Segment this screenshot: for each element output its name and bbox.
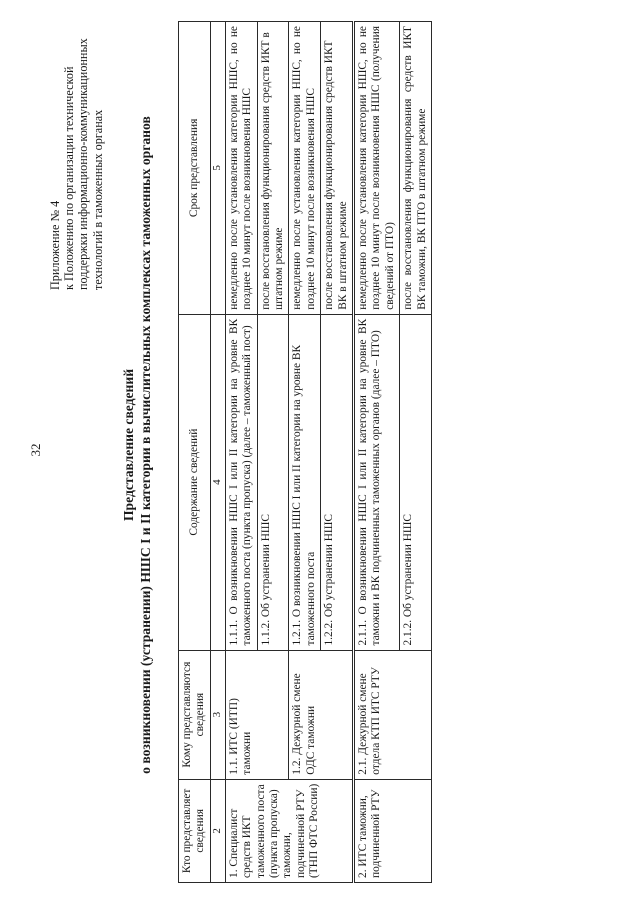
- column-number: 4: [210, 314, 225, 650]
- term-cell: немедленно после установления категории НШС, но не позднее 10 минут после возникновения НШС: [225, 22, 257, 315]
- column-header: Срок представления: [179, 22, 211, 315]
- recipient-cell: 1.1. ИТС (ИТП) таможни: [225, 650, 289, 779]
- table-row: [289, 22, 321, 883]
- column-header: Кому представляются сведения: [179, 650, 211, 779]
- column-number: 3: [210, 650, 225, 779]
- table-row: [225, 22, 257, 883]
- title-line: о возникновении (устранении) НШС I и II категории в вычислительных комплексах таможенных органов: [138, 116, 153, 774]
- term-cell: немедленно после установления категории НШС, но не позднее 10 минут после возникновения НШС (получения сведений от ПТО): [354, 22, 400, 315]
- title-line: Представление сведений: [121, 368, 136, 522]
- appendix-line: технологий в таможенных органах: [90, 109, 105, 290]
- document-title: [120, 45, 154, 845]
- recipient-cell: 2.1. Дежурной смене отдела КТП ИТС РТУ: [354, 650, 432, 779]
- table-row: [354, 22, 400, 883]
- appendix-header: [48, 20, 105, 290]
- appendix-line: к Положению по организации технической: [62, 66, 77, 290]
- term-cell: после восстановления функционирования средств ИКТ ВК таможни, ВК ПТО в штатном режиме: [400, 22, 432, 315]
- content-cell: 1.2.2. Об устранении НШС: [321, 314, 354, 650]
- content-cell: 1.2.1. О возникновении НШС I или II категории на уровне ВК таможенного поста: [289, 314, 321, 650]
- term-cell: после восстановления функционирования средств ИКТ в штатном режиме: [257, 22, 289, 315]
- column-header: Кто представляет сведения: [179, 779, 211, 882]
- content-cell: 2.1.2. Об устранении НШС: [400, 314, 432, 650]
- who-cell: 2. ИТС таможни, подчиненной РТУ: [354, 779, 432, 882]
- term-cell: после восстановления функционирования средств ИКТ ВК в штатном режиме: [321, 22, 354, 315]
- content-cell: 1.1.1. О возникновении НШС I или II категории на уровне ВК таможенного поста (пункта пропуска) (далее – таможенный пост): [225, 314, 257, 650]
- column-number: 5: [210, 22, 225, 315]
- column-header: Содержание сведений: [179, 314, 211, 650]
- info-table: [178, 21, 432, 883]
- column-number-row: [210, 22, 225, 883]
- content-cell: 2.1.1. О возникновении НШС I или II категории на уровне ВК таможни и ВК подчиненных таможенных органов (далее – ПТО): [354, 314, 400, 650]
- recipient-cell: 1.2. Дежурной смене ОДС таможни: [289, 650, 354, 779]
- who-cell: 1. Специалист средств ИКТ таможенного поста (пункта пропуска) таможни, подчиненной РТУ (ТНП ФТС России): [225, 779, 353, 882]
- term-cell: немедленно после установления категории НШС, но не позднее 10 минут после возникновения НШС: [289, 22, 321, 315]
- table-header-row: [179, 22, 211, 883]
- column-number: 2: [210, 779, 225, 882]
- page-number: 32: [28, 443, 43, 457]
- content-cell: 1.1.2. Об устранении НШС: [257, 314, 289, 650]
- appendix-line: поддержки информационно-коммуникационных: [76, 38, 91, 290]
- appendix-line: Приложение № 4: [48, 200, 62, 290]
